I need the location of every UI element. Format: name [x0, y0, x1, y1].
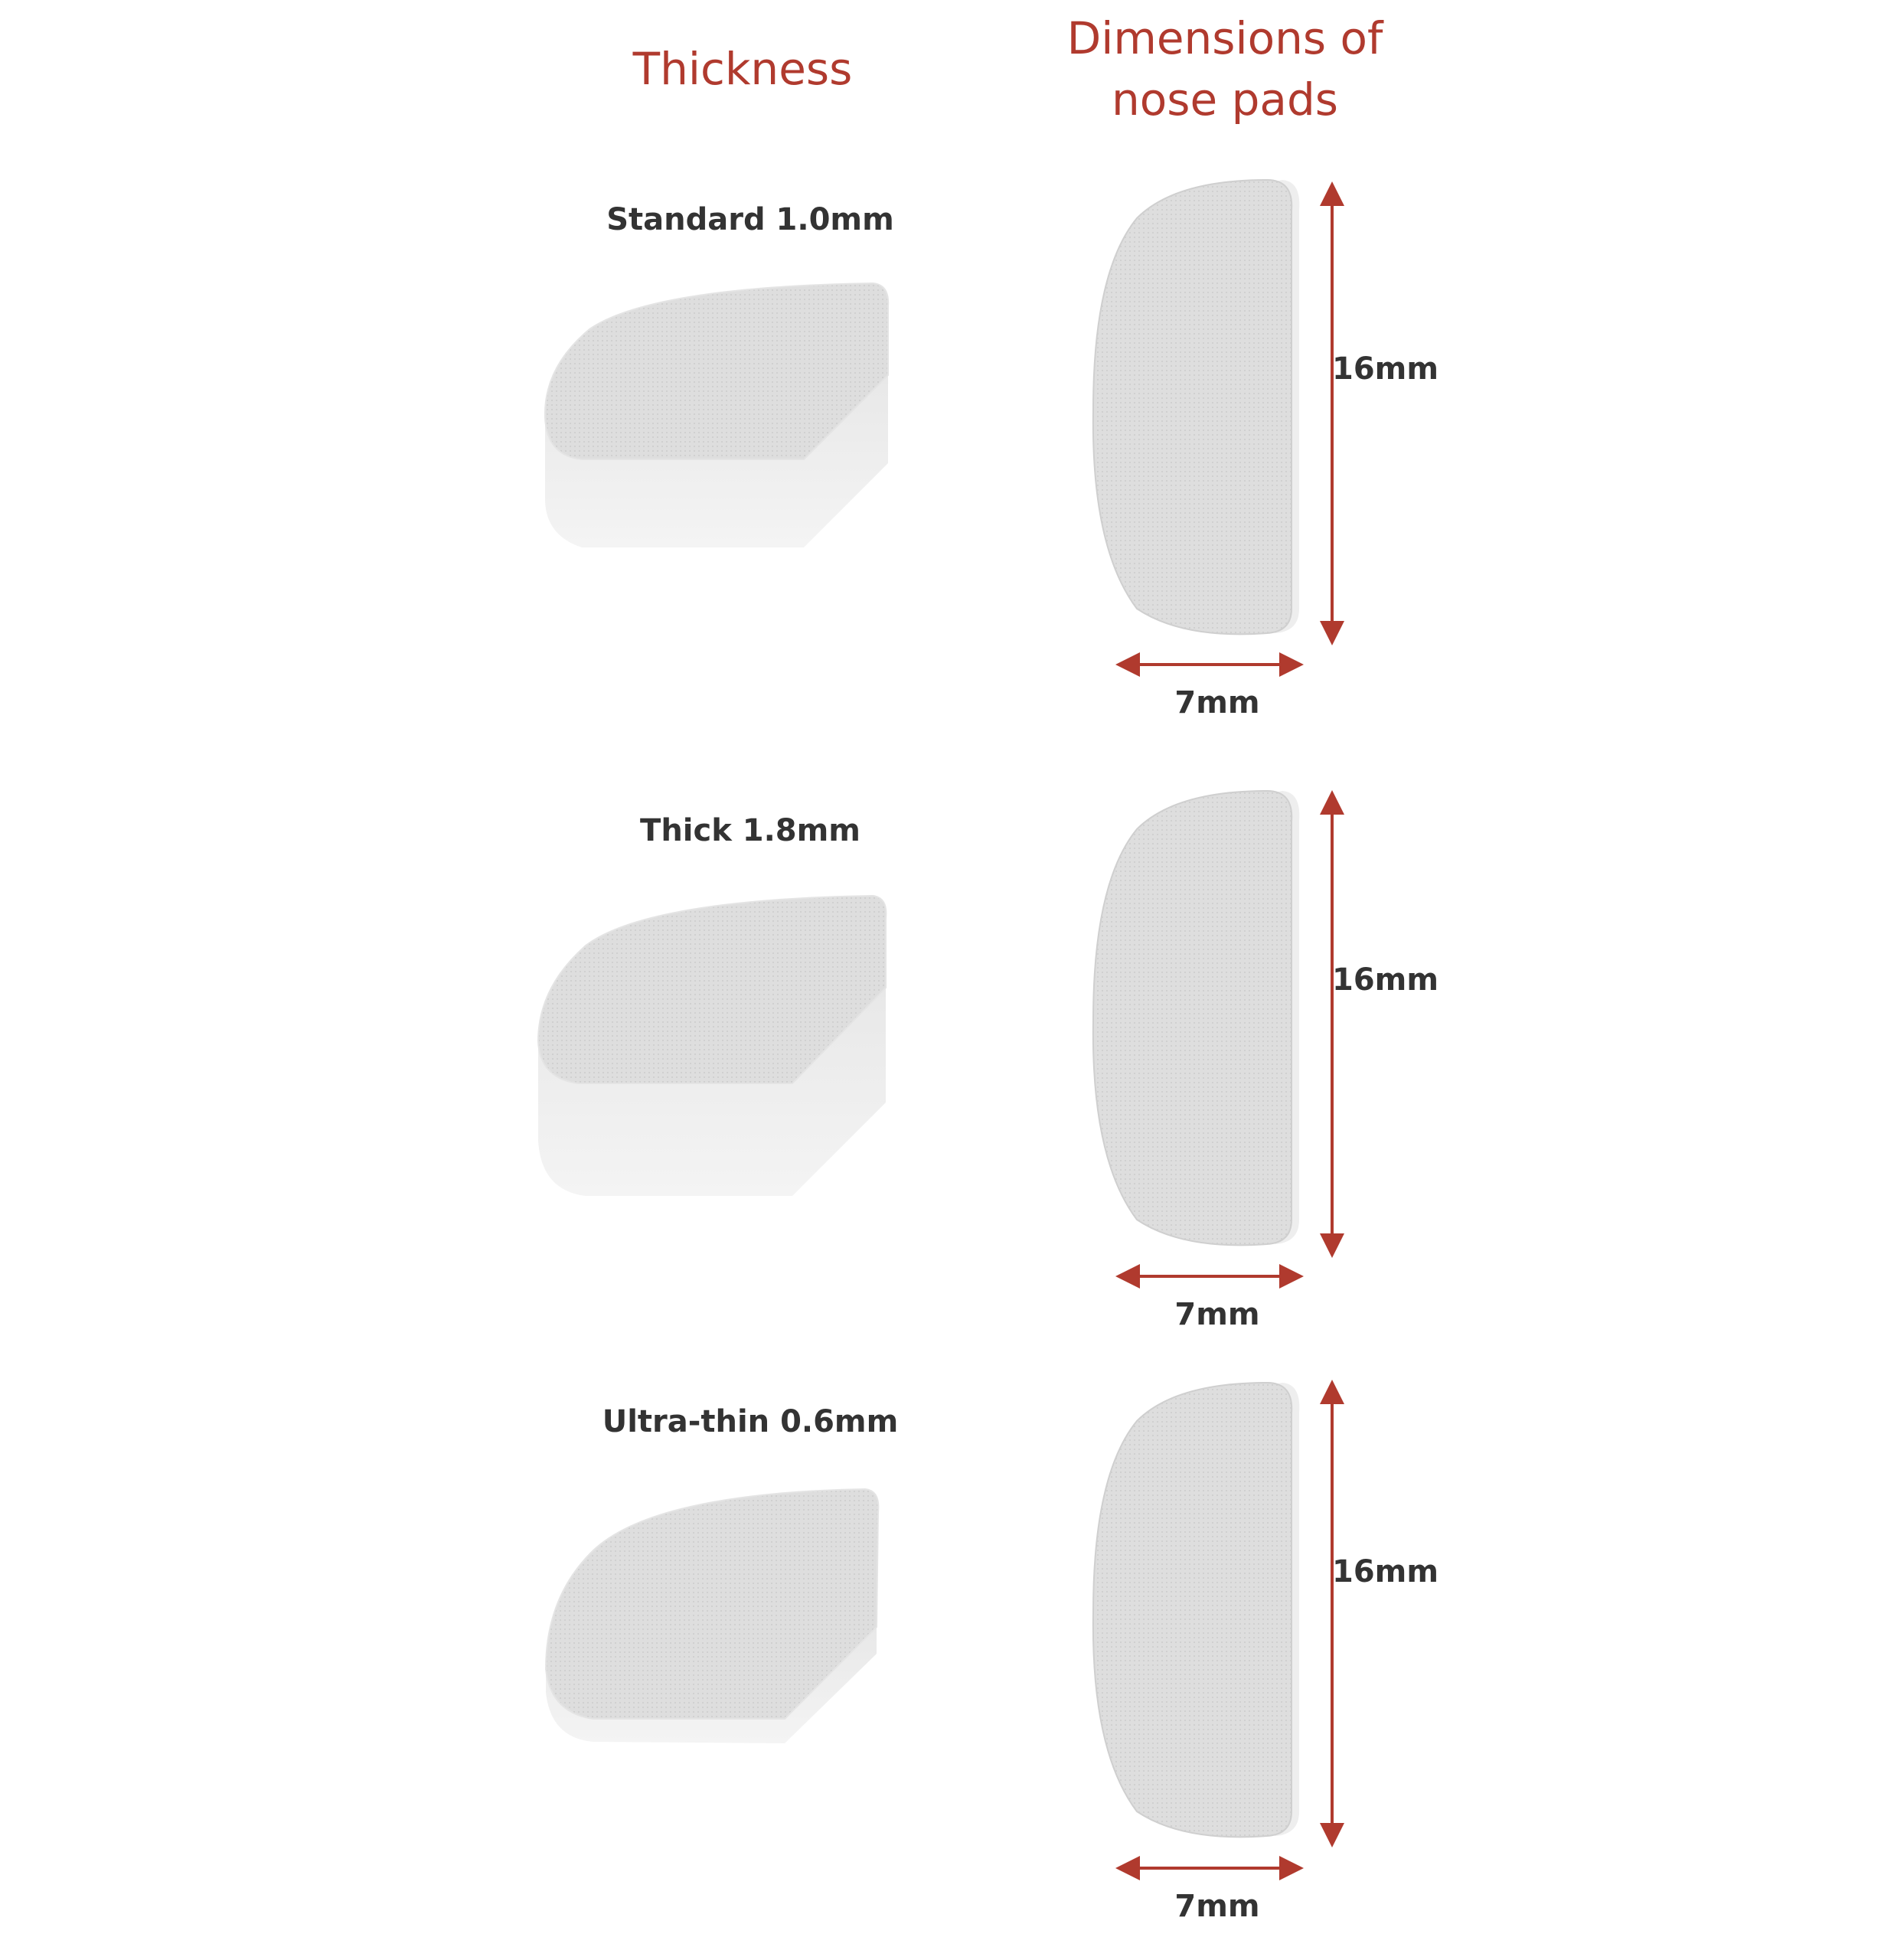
thickness-heading [589, 38, 896, 100]
nose-pad-standard-3d [536, 283, 896, 559]
width-arrow-row-3 [1122, 1860, 1298, 1876]
thickness-label-ultra-thin: Ultra-thin 0.6mm [602, 1404, 899, 1439]
height-label-row-2: 16mm [1332, 962, 1439, 998]
height-arrow-row-2 [1324, 796, 1340, 1252]
dimensions-heading [1018, 8, 1432, 130]
width-arrow-row-1 [1122, 657, 1298, 672]
width-label-row-1: 7mm [1174, 685, 1260, 720]
height-label-row-3: 16mm [1332, 1554, 1439, 1589]
nose-pad-thick-3d [532, 896, 896, 1202]
nose-pad-ultra-thin-flat [1091, 1383, 1298, 1842]
dimensions-heading-line-1: Dimensions of [1066, 12, 1383, 64]
height-arrow-row-3 [1324, 1386, 1340, 1841]
width-label-row-2: 7mm [1174, 1297, 1260, 1332]
nose-pad-standard-flat [1091, 180, 1298, 639]
height-label-row-1: 16mm [1332, 351, 1439, 387]
height-arrow-row-1 [1324, 188, 1340, 639]
width-label-row-3: 7mm [1174, 1889, 1260, 1924]
thickness-label-standard: Standard 1.0mm [606, 202, 894, 237]
nose-pad-thick-flat [1091, 791, 1298, 1250]
dimensions-heading-line-2: nose pads [1112, 74, 1338, 126]
thickness-label-thick: Thick 1.8mm [640, 813, 860, 848]
thickness-heading-text: Thickness [632, 43, 853, 95]
nose-pad-ultra-thin-3d [540, 1489, 884, 1757]
width-arrow-row-2 [1122, 1269, 1298, 1284]
